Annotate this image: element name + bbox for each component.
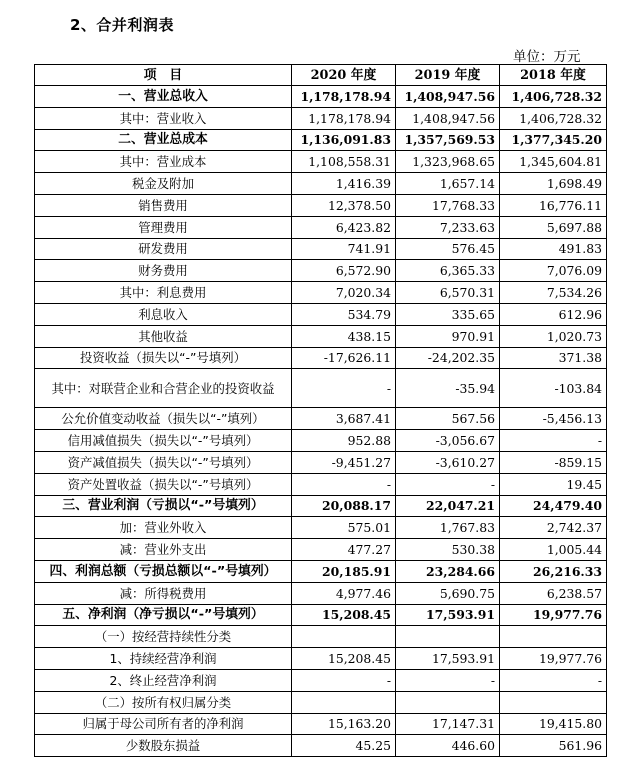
cell-2019 [396, 691, 500, 713]
row-label: 五、净利润（净亏损以“-”号填列） [35, 604, 292, 626]
cell-2018: 7,534.26 [500, 282, 607, 304]
row-label: 其中：利息费用 [35, 282, 292, 304]
cell-2019: 335.65 [396, 303, 500, 325]
cell-2018: 5,697.88 [500, 216, 607, 238]
table-row [35, 735, 607, 757]
table-row [35, 451, 607, 473]
cell-2019: 17,147.31 [396, 713, 500, 735]
cell-2020: 20,088.17 [292, 495, 396, 517]
cell-2018: -859.15 [500, 451, 607, 473]
cell-2019: 1,657.14 [396, 173, 500, 195]
cell-2019: 17,593.91 [396, 604, 500, 626]
cell-2019: -3,056.67 [396, 430, 500, 452]
header-2018: 2018 年度 [500, 65, 607, 86]
table-row [35, 691, 607, 713]
row-label: 利息收入 [35, 303, 292, 325]
cell-2020: 1,178,178.94 [292, 107, 396, 129]
cell-2019 [396, 626, 500, 648]
cell-2020: 7,020.34 [292, 282, 396, 304]
table-row [35, 325, 607, 347]
cell-2018: 491.83 [500, 238, 607, 260]
table-row [35, 560, 607, 582]
cell-2020: 741.91 [292, 238, 396, 260]
table-header-row [35, 65, 607, 86]
cell-2018: 1,345,604.81 [500, 151, 607, 173]
cell-2019: 17,768.33 [396, 194, 500, 216]
cell-2020 [292, 626, 396, 648]
cell-2018: 7,076.09 [500, 260, 607, 282]
cell-2019: -24,202.35 [396, 347, 500, 369]
row-label: 投资收益（损失以“-”号填列） [35, 347, 292, 369]
table-row [35, 303, 607, 325]
row-label: 管理费用 [35, 216, 292, 238]
row-label: 销售费用 [35, 194, 292, 216]
row-label: 一、营业总收入 [35, 86, 292, 108]
cell-2018: 1,406,728.32 [500, 107, 607, 129]
table-row [35, 408, 607, 430]
cell-2019: 530.38 [396, 539, 500, 561]
table-row [35, 495, 607, 517]
table-row [35, 86, 607, 108]
table-row [35, 107, 607, 129]
cell-2019: 970.91 [396, 325, 500, 347]
cell-2018: 19,415.80 [500, 713, 607, 735]
cell-2019: 1,323,968.65 [396, 151, 500, 173]
cell-2018: 6,238.57 [500, 582, 607, 604]
row-label: （一）按经营持续性分类 [35, 626, 292, 648]
table-row [35, 282, 607, 304]
row-label: 归属于母公司所有者的净利润 [35, 713, 292, 735]
header-2020: 2020 年度 [292, 65, 396, 86]
cell-2020: 1,108,558.31 [292, 151, 396, 173]
cell-2020: 952.88 [292, 430, 396, 452]
table-row [35, 430, 607, 452]
cell-2020: 20,185.91 [292, 560, 396, 582]
cell-2019: 576.45 [396, 238, 500, 260]
row-label: 资产处置收益（损失以“-”号填列） [35, 473, 292, 495]
cell-2020: 15,163.20 [292, 713, 396, 735]
cell-2019: -35.94 [396, 369, 500, 408]
cell-2018: 371.38 [500, 347, 607, 369]
cell-2020: 4,977.46 [292, 582, 396, 604]
cell-2020: - [292, 369, 396, 408]
cell-2020 [292, 691, 396, 713]
cell-2020: 534.79 [292, 303, 396, 325]
cell-2018: 612.96 [500, 303, 607, 325]
row-label: 信用减值损失（损失以“-”号填列） [35, 430, 292, 452]
cell-2020: 15,208.45 [292, 604, 396, 626]
table-row [35, 713, 607, 735]
cell-2018: 561.96 [500, 735, 607, 757]
cell-2019: - [396, 669, 500, 691]
header-item: 项 目 [35, 65, 292, 86]
cell-2019: 6,570.31 [396, 282, 500, 304]
table-row [35, 517, 607, 539]
table-row [35, 260, 607, 282]
cell-2018: - [500, 669, 607, 691]
table-row [35, 238, 607, 260]
row-label: 其中：营业收入 [35, 107, 292, 129]
cell-2018: 1,020.73 [500, 325, 607, 347]
cell-2019: 1,767.83 [396, 517, 500, 539]
cell-2020: - [292, 473, 396, 495]
cell-2019: 22,047.21 [396, 495, 500, 517]
table-row [35, 626, 607, 648]
cell-2018: 19.45 [500, 473, 607, 495]
table-row [35, 648, 607, 670]
cell-2018 [500, 626, 607, 648]
cell-2018: - [500, 430, 607, 452]
cell-2020: 6,572.90 [292, 260, 396, 282]
row-label: 2、终止经营净利润 [35, 669, 292, 691]
cell-2019: 1,408,947.56 [396, 86, 500, 108]
table-row [35, 473, 607, 495]
cell-2018: -5,456.13 [500, 408, 607, 430]
cell-2018 [500, 691, 607, 713]
row-label: 公允价值变动收益（损失以“-”填列） [35, 408, 292, 430]
cell-2020: -9,451.27 [292, 451, 396, 473]
cell-2018: 1,005.44 [500, 539, 607, 561]
cell-2019: 1,408,947.56 [396, 107, 500, 129]
row-label: 其中：对联营企业和合营企业的投资收益 [35, 369, 292, 408]
cell-2019: 567.56 [396, 408, 500, 430]
row-label: 二、营业总成本 [35, 129, 292, 151]
cell-2018: 1,377,345.20 [500, 129, 607, 151]
cell-2020: 1,178,178.94 [292, 86, 396, 108]
table-row [35, 604, 607, 626]
table-row [35, 539, 607, 561]
cell-2019: 446.60 [396, 735, 500, 757]
cell-2020: - [292, 669, 396, 691]
cell-2020: 45.25 [292, 735, 396, 757]
cell-2019: 23,284.66 [396, 560, 500, 582]
cell-2020: 477.27 [292, 539, 396, 561]
table-row [35, 173, 607, 195]
row-label: 减：营业外支出 [35, 539, 292, 561]
row-label: 税金及附加 [35, 173, 292, 195]
cell-2018: 26,216.33 [500, 560, 607, 582]
table-row [35, 129, 607, 151]
cell-2020: -17,626.11 [292, 347, 396, 369]
row-label: 减：所得税费用 [35, 582, 292, 604]
header-2019: 2019 年度 [396, 65, 500, 86]
row-label: 其中：营业成本 [35, 151, 292, 173]
table-row [35, 369, 607, 408]
cell-2019: -3,610.27 [396, 451, 500, 473]
cell-2020: 438.15 [292, 325, 396, 347]
table-row [35, 582, 607, 604]
row-label: 加：营业外收入 [35, 517, 292, 539]
cell-2018: 1,406,728.32 [500, 86, 607, 108]
cell-2019: 6,365.33 [396, 260, 500, 282]
cell-2019: 1,357,569.53 [396, 129, 500, 151]
table-row [35, 347, 607, 369]
cell-2018: 24,479.40 [500, 495, 607, 517]
row-label: 四、利润总额（亏损总额以“-”号填列） [35, 560, 292, 582]
row-label: 少数股东损益 [35, 735, 292, 757]
row-label: 资产减值损失（损失以“-”号填列） [35, 451, 292, 473]
row-label: （二）按所有权归属分类 [35, 691, 292, 713]
table-body [35, 86, 607, 757]
table-row [35, 669, 607, 691]
cell-2018: -103.84 [500, 369, 607, 408]
cell-2019: - [396, 473, 500, 495]
cell-2018: 2,742.37 [500, 517, 607, 539]
table-row [35, 194, 607, 216]
cell-2020: 12,378.50 [292, 194, 396, 216]
cell-2018: 19,977.76 [500, 604, 607, 626]
cell-2020: 15,208.45 [292, 648, 396, 670]
cell-2020: 1,416.39 [292, 173, 396, 195]
table-row [35, 151, 607, 173]
cell-2018: 16,776.11 [500, 194, 607, 216]
income-statement-table [34, 64, 607, 757]
cell-2020: 1,136,091.83 [292, 129, 396, 151]
row-label: 三、营业利润（亏损以“-”号填列） [35, 495, 292, 517]
section-title: 2、合并利润表 [70, 16, 174, 34]
row-label: 研发费用 [35, 238, 292, 260]
cell-2019: 17,593.91 [396, 648, 500, 670]
cell-2018: 1,698.49 [500, 173, 607, 195]
cell-2019: 5,690.75 [396, 582, 500, 604]
unit-label: 单位：万元 [513, 49, 581, 65]
row-label: 财务费用 [35, 260, 292, 282]
cell-2019: 7,233.63 [396, 216, 500, 238]
cell-2020: 3,687.41 [292, 408, 396, 430]
cell-2020: 6,423.82 [292, 216, 396, 238]
cell-2018: 19,977.76 [500, 648, 607, 670]
row-label: 1、持续经营净利润 [35, 648, 292, 670]
table-row [35, 216, 607, 238]
row-label: 其他收益 [35, 325, 292, 347]
cell-2020: 575.01 [292, 517, 396, 539]
